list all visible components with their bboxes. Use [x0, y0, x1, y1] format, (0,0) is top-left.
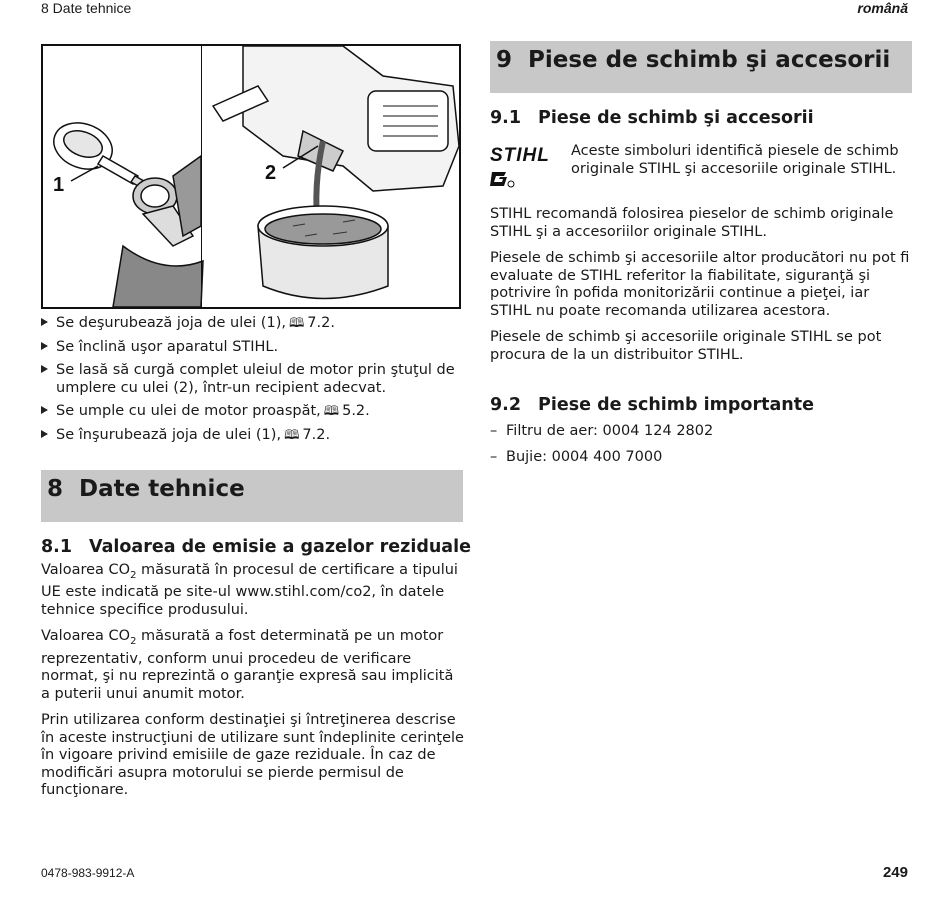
subsection-9-1-heading — [490, 108, 814, 128]
manual-book-icon: 🕮 — [284, 428, 300, 443]
list-item: – Filtru de aer: 0004 124 2802 — [490, 423, 714, 439]
logo-description: Aceste simboluri identifică piesele de schimb originale STIHL şi accesoriile originale STIHL. — [571, 143, 899, 177]
running-header: 8 Date tehnice — [41, 0, 132, 16]
section-9-heading — [490, 41, 912, 93]
language-label: română — [857, 0, 908, 16]
oil-pan-drawing — [258, 206, 388, 299]
subsection-title: Piese de schimb şi accesorii — [538, 108, 814, 128]
stihl-originals-icon — [490, 170, 516, 188]
subsection-title: Piese de schimb importante — [538, 395, 814, 415]
step-ref: 5.2. — [342, 403, 370, 419]
step-item — [41, 314, 466, 333]
section-number: 8 — [47, 476, 64, 502]
section-title: Date tehnice — [79, 476, 245, 502]
section-number: 9 — [496, 47, 513, 73]
stihl-logo: STIHL — [490, 145, 560, 193]
section-title: Piese de schimb şi accesorii — [528, 47, 891, 73]
instruction-steps — [41, 314, 466, 450]
step-ref: 7.2. — [307, 315, 335, 331]
paragraph: Valoarea $CO_2$ măsurată în procesul de certificare a tipului UE este indicată pe site-ul www.stihl.com/co2, în datele tehnice specifice produsului. — [41, 562, 458, 618]
label-1: 1 — [53, 174, 65, 196]
paragraph: STIHL recomandă folosirea pieselor de schimb originale STIHL şi a accesoriilor originale STIHL. — [490, 206, 894, 240]
step-text: Se deşurubează joja de ulei (1), — [56, 315, 286, 331]
subsection-8-1-heading — [41, 537, 471, 557]
bullet-triangle-icon — [41, 342, 48, 350]
subsection-9-2-heading — [490, 395, 814, 415]
engine-drawing — [213, 46, 459, 231]
bullet-triangle-icon — [41, 406, 48, 414]
manual-book-icon: 🕮 — [288, 316, 305, 331]
section-8-heading — [41, 470, 463, 522]
manual-book-icon: 🕮 — [323, 404, 340, 419]
subsection-title: Valoarea de emisie a gazelor reziduale — [89, 537, 471, 557]
step-item — [41, 361, 466, 397]
bullet-triangle-icon — [41, 430, 48, 438]
step-text: Se umple cu ulei de motor proaspăt, — [56, 403, 321, 419]
dipstick-drawing — [47, 115, 203, 307]
list-item: – Bujie: 0004 400 7000 — [490, 448, 663, 465]
paragraph: Valoarea $CO_2$ măsurată a fost determinată pe un motor reprezentativ, conform unui procedeu de verificare normat, şi nu reprezintă o garanţie expresă sau implicită a puterii unui anumit motor. — [41, 628, 454, 702]
subsection-number: 8.1 — [41, 537, 73, 557]
bullet-triangle-icon — [41, 365, 48, 373]
step-item — [41, 402, 466, 421]
bullet-triangle-icon — [41, 318, 48, 326]
step-ref: 7.2. — [302, 427, 331, 443]
page-number: 249 — [882, 864, 908, 881]
subsection-number: 9.2 — [490, 395, 522, 415]
paragraph: Piesele de schimb şi accesoriile altor producători nu pot fi evaluate de STIHL referitor la fiabilitate, siguranţă şi potrivire în pofida monitorizării continue a pieţei, iar STIHL nu poate recomanda utilizarea acestora. — [490, 250, 910, 319]
paragraph: Piesele de schimb şi accesoriile originale STIHL se pot procura de la un distribuitor STIHL. — [490, 329, 882, 363]
section-9-body — [490, 206, 915, 373]
oil-change-illustration — [41, 44, 461, 309]
parts-list — [490, 423, 915, 466]
step-text: Se înşurubează joja de ulei (1), — [56, 427, 282, 443]
step-item — [41, 426, 466, 445]
subsection-number: 9.1 — [490, 108, 522, 128]
step-text: Se înclină uşor aparatul STIHL. — [56, 339, 279, 355]
step-item — [41, 338, 466, 356]
section-8-body — [41, 562, 466, 809]
step-text: Se lasă să curgă complet uleiul de motor prin ştuţul de umplere cu ulei (2), într-un recipient adecvat. — [56, 362, 455, 396]
figure-divider — [201, 44, 202, 309]
paragraph: Prin utilizarea conform destinaţiei şi întreţinerea descrise în aceste instrucţiuni de utilizare sunt îndeplinite cerinţele în vigoare privind emisiile de gaze reziduale. În caz de modificări asupra motorului se pierde permisul de funcţionare. — [41, 712, 464, 799]
label-2: 2 — [265, 162, 277, 184]
document-number: 0478-983-9912-A — [41, 866, 135, 880]
illustration-svg — [43, 46, 459, 307]
